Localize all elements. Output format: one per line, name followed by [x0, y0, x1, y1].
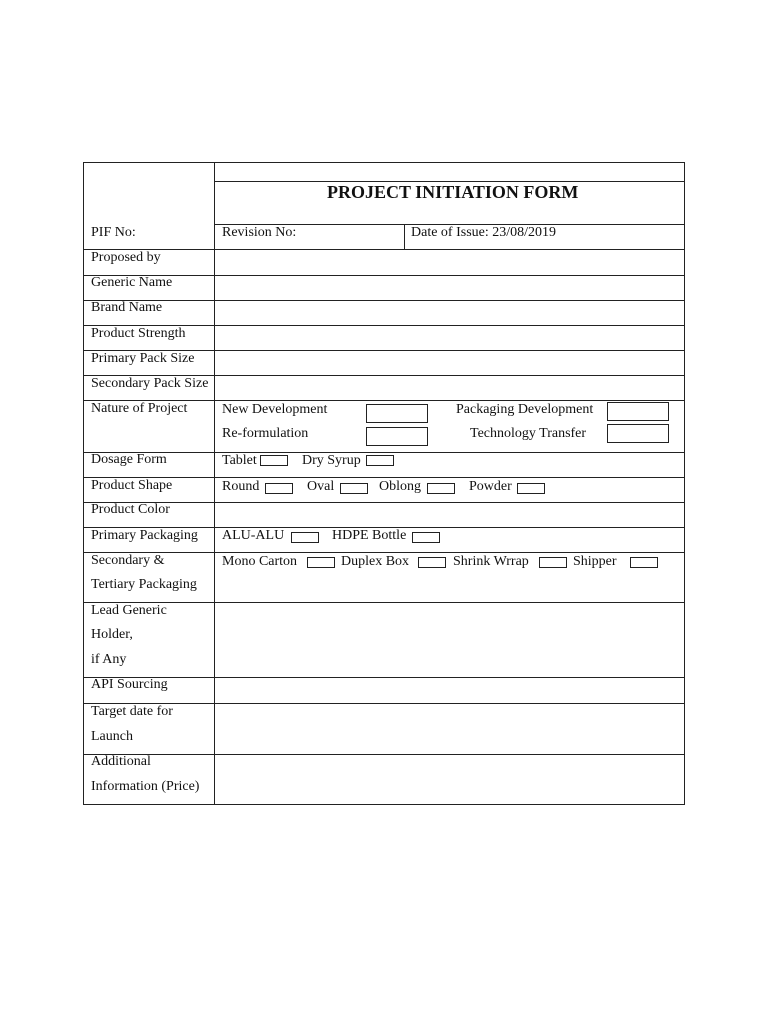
target-date-field[interactable] [215, 704, 685, 753]
secondary-tertiary-label-line1: Secondary & [91, 553, 165, 568]
hdpe-bottle-option: HDPE Bottle [332, 528, 407, 543]
row-line [84, 477, 685, 478]
target-date-label-line2: Launch [91, 729, 133, 744]
primary-pack-size-label: Primary Pack Size [91, 351, 195, 366]
proposed-by-field[interactable] [215, 250, 685, 274]
reformulation-checkbox[interactable] [366, 427, 428, 446]
form-title: PROJECT INITIATION FORM [327, 182, 579, 202]
tablet-checkbox[interactable] [260, 455, 288, 466]
oval-option: Oval [307, 479, 335, 494]
nature-of-project-label: Nature of Project [91, 401, 188, 416]
date-of-issue-label: Date of Issue: 23/08/2019 [411, 225, 557, 240]
generic-name-label: Generic Name [91, 275, 173, 290]
product-strength-field[interactable] [215, 326, 685, 349]
alu-alu-option: ALU-ALU [222, 528, 285, 543]
dosage-form-label: Dosage Form [91, 452, 167, 467]
primary-packaging-label: Primary Packaging [91, 528, 198, 543]
dry-syrup-checkbox[interactable] [366, 455, 394, 466]
lead-generic-label-line2: Holder, [91, 627, 133, 642]
oblong-option: Oblong [379, 479, 421, 494]
lead-generic-label-line3: if Any [91, 652, 127, 667]
brand-name-label: Brand Name [91, 300, 163, 315]
product-shape-label: Product Shape [91, 478, 173, 493]
brand-name-field[interactable] [215, 301, 685, 324]
additional-info-label-line2: Information (Price) [91, 779, 200, 794]
additional-info-field[interactable] [215, 755, 685, 804]
round-option: Round [222, 479, 260, 494]
secondary-tertiary-label-line2: Tertiary Packaging [91, 577, 197, 592]
target-date-label-line1: Target date for [91, 704, 173, 719]
round-checkbox[interactable] [265, 483, 293, 494]
hdpe-bottle-checkbox[interactable] [412, 532, 440, 543]
api-sourcing-field[interactable] [215, 678, 685, 702]
packaging-development-checkbox[interactable] [607, 402, 669, 421]
product-color-label: Product Color [91, 502, 170, 517]
api-sourcing-label: API Sourcing [91, 677, 168, 692]
reformulation-option: Re-formulation [222, 426, 309, 441]
shrink-wrap-checkbox[interactable] [539, 557, 567, 568]
row-line [84, 452, 685, 453]
proposed-by-label: Proposed by [91, 250, 161, 265]
new-development-option: New Development [222, 402, 328, 417]
primary-pack-size-field[interactable] [215, 351, 685, 374]
revision-date-divider [404, 224, 405, 250]
pif-no-field[interactable] [144, 225, 212, 248]
dry-syrup-option: Dry Syrup [302, 453, 361, 468]
project-initiation-form [83, 162, 685, 805]
pif-no-label: PIF No: [91, 225, 136, 240]
oblong-checkbox[interactable] [427, 483, 455, 494]
oval-checkbox[interactable] [340, 483, 368, 494]
shipper-checkbox[interactable] [630, 557, 658, 568]
duplex-box-checkbox[interactable] [418, 557, 446, 568]
revision-no-label: Revision No: [222, 225, 297, 240]
technology-transfer-option: Technology Transfer [470, 426, 587, 441]
tablet-option: Tablet [222, 453, 257, 468]
secondary-pack-size-label: Secondary Pack Size [91, 376, 209, 391]
product-color-field[interactable] [215, 503, 685, 526]
product-strength-label: Product Strength [91, 326, 186, 341]
lead-generic-label-line1: Lead Generic [91, 603, 167, 618]
powder-checkbox[interactable] [517, 483, 545, 494]
shrink-wrap-option: Shrink Wrrap [453, 554, 529, 569]
shipper-option: Shipper [573, 554, 617, 569]
generic-name-field[interactable] [215, 276, 685, 299]
new-development-checkbox[interactable] [366, 404, 428, 423]
mono-carton-option: Mono Carton [222, 554, 298, 569]
secondary-pack-size-field[interactable] [215, 376, 685, 399]
powder-option: Powder [469, 479, 512, 494]
duplex-box-option: Duplex Box [341, 554, 410, 569]
lead-generic-holder-field[interactable] [215, 603, 685, 676]
row-line [84, 552, 685, 553]
mono-carton-checkbox[interactable] [307, 557, 335, 568]
alu-alu-checkbox[interactable] [291, 532, 319, 543]
packaging-development-option: Packaging Development [456, 402, 594, 417]
technology-transfer-checkbox[interactable] [607, 424, 669, 443]
additional-info-label-line1: Additional [91, 754, 151, 769]
